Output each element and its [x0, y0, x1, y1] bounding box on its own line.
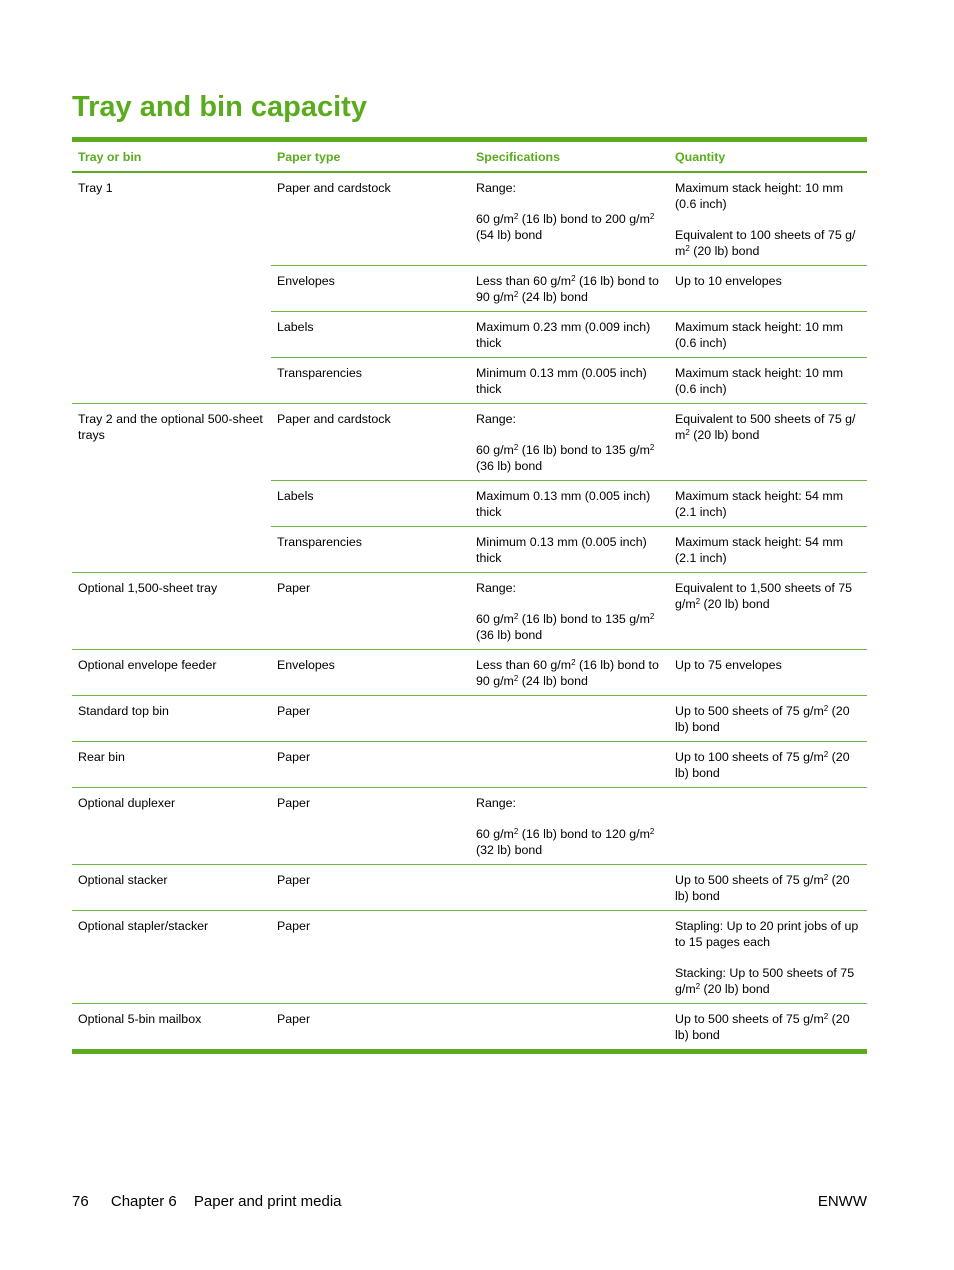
cell-specifications: [470, 788, 669, 865]
cell-quantity: [669, 865, 867, 911]
cell-tray-or-bin: Optional stacker: [72, 865, 271, 911]
cell-specifications: [470, 527, 669, 573]
table-row: [72, 911, 867, 1004]
header-tray: Tray or bin: [72, 140, 271, 173]
quantity-line: Stacking: Up to 500 sheets of 75 $g/m^2$ (20 lb) bond: [675, 966, 855, 996]
cell-specifications: [470, 911, 669, 1004]
table-header-row: [72, 140, 867, 173]
spec-line: Range:: [476, 181, 516, 195]
cell-tray-or-bin: Optional envelope feeder: [72, 650, 271, 696]
quantity-line: Up to 75 envelopes: [675, 658, 782, 672]
table-row: [72, 865, 867, 911]
cell-quantity: [669, 1004, 867, 1052]
cell-quantity: [669, 742, 867, 788]
header-quantity: Quantity: [669, 140, 867, 173]
cell-quantity: [669, 650, 867, 696]
cell-paper-type: Paper: [271, 911, 470, 1004]
spec-line: 60 $g/m^2$ (16 lb) bond to 135 $g/m^2$ (36 lb) bond: [476, 443, 655, 473]
cell-paper-type: Paper: [271, 696, 470, 742]
cell-quantity: [669, 788, 867, 865]
spec-line: Maximum 0.23 mm (0.009 inch) thick: [476, 320, 651, 350]
header-specifications: Specifications: [470, 140, 669, 173]
page-title: Tray and bin capacity: [72, 91, 367, 123]
spec-line: Range:: [476, 412, 516, 426]
spec-line: Less than 60 $g/m^2$ (16 lb) bond to 90 $g/m^2$ (24 lb) bond: [476, 658, 659, 688]
cell-specifications: [470, 404, 669, 481]
cell-quantity: [669, 172, 867, 266]
quantity-line: Up to 500 sheets of 75 $g/m^2$ (20 lb) bond: [675, 1012, 850, 1042]
table-row: [72, 1004, 867, 1052]
cell-quantity: [669, 911, 867, 1004]
cell-tray-or-bin: Optional stapler/stacker: [72, 911, 271, 1004]
spec-line: Range:: [476, 796, 516, 810]
spec-line: Maximum 0.13 mm (0.005 inch) thick: [476, 489, 651, 519]
cell-paper-type: Transparencies: [271, 358, 470, 404]
footer-chapter: Chapter 6: [110, 1193, 177, 1210]
quantity-line: Equivalent to 100 sheets of 75 g/ $m^2$ (20 lb) bond: [675, 228, 856, 258]
cell-tray-or-bin: Optional 5-bin mailbox: [72, 1004, 271, 1052]
quantity-line: Maximum stack height: 10 mm (0.6 inch): [675, 366, 844, 396]
cell-paper-type: Paper: [271, 573, 470, 650]
quantity-line: Maximum stack height: 54 mm (2.1 inch): [675, 535, 844, 565]
cell-quantity: [669, 266, 867, 312]
cell-specifications: [470, 312, 669, 358]
cell-quantity: [669, 481, 867, 527]
cell-quantity: [669, 696, 867, 742]
spec-line: Less than 60 $g/m^2$ (16 lb) bond to 90 $g/m^2$ (24 lb) bond: [476, 274, 659, 304]
cell-quantity: [669, 573, 867, 650]
cell-tray-or-bin: Tray 2 and the optional 500-sheet trays: [72, 404, 271, 573]
cell-paper-type: Paper and cardstock: [271, 404, 470, 481]
cell-specifications: [470, 573, 669, 650]
quantity-line: Equivalent to 1,500 sheets of 75 $g/m^2$ (20 lb) bond: [675, 581, 853, 611]
spec-line: Range:: [476, 581, 516, 595]
cell-specifications: [470, 696, 669, 742]
cell-quantity: [669, 404, 867, 481]
quantity-line: Maximum stack height: 10 mm (0.6 inch): [675, 181, 844, 211]
cell-specifications: [470, 742, 669, 788]
cell-specifications: [470, 865, 669, 911]
cell-tray-or-bin: Standard top bin: [72, 696, 271, 742]
cell-specifications: [470, 1004, 669, 1052]
table-row: [72, 788, 867, 865]
cell-tray-or-bin: Optional 1,500-sheet tray: [72, 573, 271, 650]
table-row: [72, 404, 867, 481]
quantity-line: Up to 500 sheets of 75 $g/m^2$ (20 lb) bond: [675, 704, 850, 734]
quantity-line: Up to 500 sheets of 75 $g/m^2$ (20 lb) bond: [675, 873, 850, 903]
cell-paper-type: Paper: [271, 742, 470, 788]
spec-line: 60 $g/m^2$ (16 lb) bond to 120 $g/m^2$ (32 lb) bond: [476, 827, 655, 857]
quantity-line: Maximum stack height: 54 mm (2.1 inch): [675, 489, 844, 519]
header-paper-type: Paper type: [271, 140, 470, 173]
table-body: [72, 172, 867, 1052]
cell-paper-type: Paper: [271, 788, 470, 865]
footer-section: Paper and print media: [193, 1193, 342, 1210]
quantity-line: Up to 10 envelopes: [675, 274, 782, 288]
footer-page-number: 76: [72, 1193, 89, 1210]
cell-paper-type: Envelopes: [271, 650, 470, 696]
page-footer: [72, 1193, 867, 1210]
quantity-line: Up to 100 sheets of 75 $g/m^2$ (20 lb) bond: [675, 750, 850, 780]
cell-paper-type: Paper: [271, 1004, 470, 1052]
cell-paper-type: Labels: [271, 312, 470, 358]
cell-specifications: [470, 172, 669, 266]
capacity-table: [72, 137, 867, 1054]
table-row: [72, 696, 867, 742]
table-row: [72, 172, 867, 266]
spec-line: Minimum 0.13 mm (0.005 inch) thick: [476, 366, 647, 396]
cell-paper-type: Labels: [271, 481, 470, 527]
cell-tray-or-bin: Optional duplexer: [72, 788, 271, 865]
quantity-line: Equivalent to 500 sheets of 75 g/ $m^2$ (20 lb) bond: [675, 412, 856, 442]
cell-quantity: [669, 312, 867, 358]
cell-quantity: [669, 358, 867, 404]
cell-specifications: [470, 266, 669, 312]
spec-line: 60 $g/m^2$ (16 lb) bond to 200 $g/m^2$ (54 lb) bond: [476, 212, 655, 242]
cell-quantity: [669, 527, 867, 573]
table-row: [72, 650, 867, 696]
spec-line: Minimum 0.13 mm (0.005 inch) thick: [476, 535, 647, 565]
cell-tray-or-bin: Tray 1: [72, 172, 271, 404]
cell-paper-type: Envelopes: [271, 266, 470, 312]
quantity-line: Maximum stack height: 10 mm (0.6 inch): [675, 320, 844, 350]
cell-paper-type: Transparencies: [271, 527, 470, 573]
cell-specifications: [470, 481, 669, 527]
quantity-line: Stapling: Up to 20 print jobs of up to 15 pages each: [675, 919, 859, 949]
cell-paper-type: Paper and cardstock: [271, 172, 470, 266]
cell-specifications: [470, 358, 669, 404]
footer-doc-code: ENWW: [817, 1193, 867, 1210]
cell-tray-or-bin: Rear bin: [72, 742, 271, 788]
spec-line: 60 $g/m^2$ (16 lb) bond to 135 $g/m^2$ (36 lb) bond: [476, 612, 655, 642]
cell-specifications: [470, 650, 669, 696]
table-row: [72, 742, 867, 788]
table-row: [72, 573, 867, 650]
cell-paper-type: Paper: [271, 865, 470, 911]
